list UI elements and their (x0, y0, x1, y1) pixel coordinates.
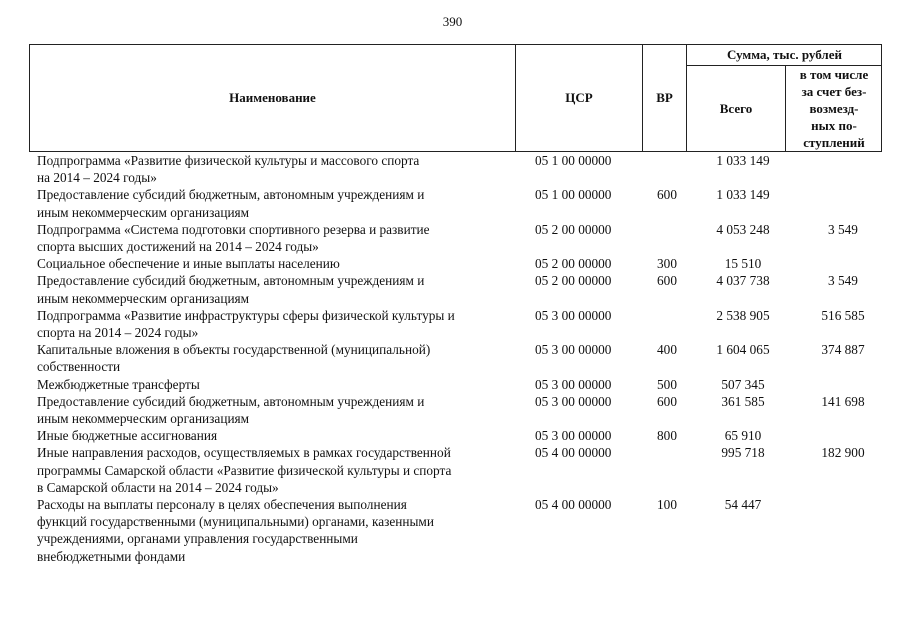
table-row (37, 221, 887, 255)
table-row (37, 427, 887, 444)
row-name (37, 393, 517, 427)
row-name (37, 341, 517, 375)
table-row (37, 444, 887, 496)
row-name (37, 255, 517, 272)
row-name-line: программы Самарской области «Развитие физической культуры и спорта (37, 462, 452, 478)
row-name-line: Капитальные вложения в объекты государственной (муниципальной) (37, 342, 431, 358)
table-row (37, 186, 887, 220)
table-row (37, 307, 887, 341)
row-csr: 05 3 00 00000 (535, 376, 612, 392)
row-name-line: Предоставление субсидий бюджетным, автономным учреждениям и (37, 393, 425, 409)
header-free (786, 66, 882, 151)
row-name-line: на 2014 – 2024 годы» (37, 170, 157, 186)
table-row (37, 341, 887, 375)
header-vr: ВР (656, 90, 673, 105)
row-name (37, 152, 517, 186)
header-free-line: в том числе (799, 67, 869, 82)
row-name (37, 307, 517, 341)
header-name: Наименование (229, 90, 316, 105)
row-vr: 100 (657, 496, 677, 512)
row-name (37, 376, 517, 393)
row-total: 361 585 (721, 393, 765, 409)
row-name-line: Подпрограмма «Развитие инфраструктуры сферы физической культуры и (37, 307, 455, 323)
row-name (37, 272, 517, 306)
row-csr: 05 3 00 00000 (535, 428, 612, 444)
table-row (37, 255, 887, 272)
row-free: 3 549 (828, 221, 858, 237)
page-number: 390 (442, 14, 463, 29)
row-csr: 05 1 00 00000 (535, 153, 612, 168)
table-row (37, 376, 887, 393)
row-name-line: Иные направления расходов, осуществляемых в рамках государственной (37, 445, 451, 461)
row-vr: 400 (657, 342, 677, 358)
row-vr: 600 (657, 273, 677, 289)
row-name-line: Межбюджетные трансферты (37, 376, 200, 392)
header-free-line: возмезд- (809, 101, 859, 116)
row-total: 54 447 (724, 496, 762, 512)
header-total: Всего (719, 100, 753, 116)
row-name-line: внебюджетными фондами (37, 548, 186, 564)
row-name (37, 186, 517, 220)
row-vr: 600 (657, 393, 677, 409)
row-name-line: Социальное обеспечение и иные выплаты населению (37, 256, 340, 272)
row-csr: 05 4 00 00000 (535, 496, 612, 512)
table-body (37, 152, 887, 565)
row-free: 182 900 (821, 445, 865, 461)
row-name-line: функций государственными (муниципальными) органами, казенными (37, 514, 434, 530)
row-name-line: Расходы на выплаты персоналу в целях обеспечения выполнения (37, 496, 407, 512)
row-name-line: учреждениями, органами управления государственными (37, 531, 358, 547)
header-free-line: за счет без- (801, 84, 867, 99)
header-free-line: ных по- (811, 118, 857, 133)
row-csr: 05 3 00 00000 (535, 342, 612, 358)
row-vr: 800 (657, 428, 677, 444)
row-vr: 500 (657, 376, 677, 392)
row-name (37, 444, 517, 496)
table-row (37, 272, 887, 306)
row-name-line: собственности (37, 359, 121, 375)
row-total: 1 033 149 (716, 187, 770, 203)
row-name (37, 496, 517, 565)
row-csr: 05 2 00 00000 (535, 256, 612, 272)
row-name-line: Предоставление субсидий бюджетным, автономным учреждениям и (37, 187, 425, 203)
row-free: 3 549 (828, 273, 858, 289)
row-csr: 05 3 00 00000 (535, 393, 612, 409)
header-free-line: ступлений (803, 135, 865, 150)
row-total: 65 910 (724, 428, 762, 444)
row-csr: 05 1 00 00000 (535, 187, 612, 203)
row-name-line: в Самарской области на 2014 – 2024 годы» (37, 479, 279, 495)
row-name-line: Подпрограмма «Система подготовки спортивного резерва и развитие (37, 221, 430, 237)
row-name (37, 427, 517, 444)
row-total: 4 037 738 (716, 273, 770, 289)
row-name-line: спорта высших достижений на 2014 – 2024 годы» (37, 238, 319, 254)
row-csr: 05 2 00 00000 (535, 221, 612, 237)
row-vr: 300 (657, 256, 677, 272)
row-name-line: иным некоммерческим организациям (37, 290, 250, 306)
row-free: 516 585 (821, 307, 865, 323)
row-total: 995 718 (721, 445, 765, 461)
row-name-line: иным некоммерческим организациям (37, 204, 250, 220)
row-free: 141 698 (821, 393, 865, 409)
header-sum: Сумма, тыс. рублей (727, 47, 842, 62)
row-csr: 05 4 00 00000 (535, 445, 612, 461)
row-total: 2 538 905 (716, 307, 770, 323)
row-total: 4 053 248 (716, 221, 770, 237)
table-row (37, 393, 887, 427)
row-name-line: Иные бюджетные ассигнования (37, 428, 218, 444)
row-total: 15 510 (724, 256, 762, 272)
row-total: 507 345 (721, 376, 765, 392)
row-name-line: спорта на 2014 – 2024 годы» (37, 324, 199, 340)
row-name-line: Предоставление субсидий бюджетным, автономным учреждениям и (37, 273, 425, 289)
row-total: 1 033 149 (716, 153, 770, 168)
row-vr: 600 (657, 187, 677, 203)
table-header (29, 44, 882, 152)
row-total: 1 604 065 (716, 342, 770, 358)
row-name-line: иным некоммерческим организациям (37, 410, 250, 426)
row-name (37, 221, 517, 255)
table-row (37, 496, 887, 565)
table-row (37, 152, 887, 186)
row-csr: 05 3 00 00000 (535, 307, 612, 323)
row-csr: 05 2 00 00000 (535, 273, 612, 289)
row-free: 374 887 (821, 342, 865, 358)
row-name-line: Подпрограмма «Развитие физической культуры и массового спорта (37, 153, 420, 168)
header-csr: ЦСР (565, 90, 593, 105)
